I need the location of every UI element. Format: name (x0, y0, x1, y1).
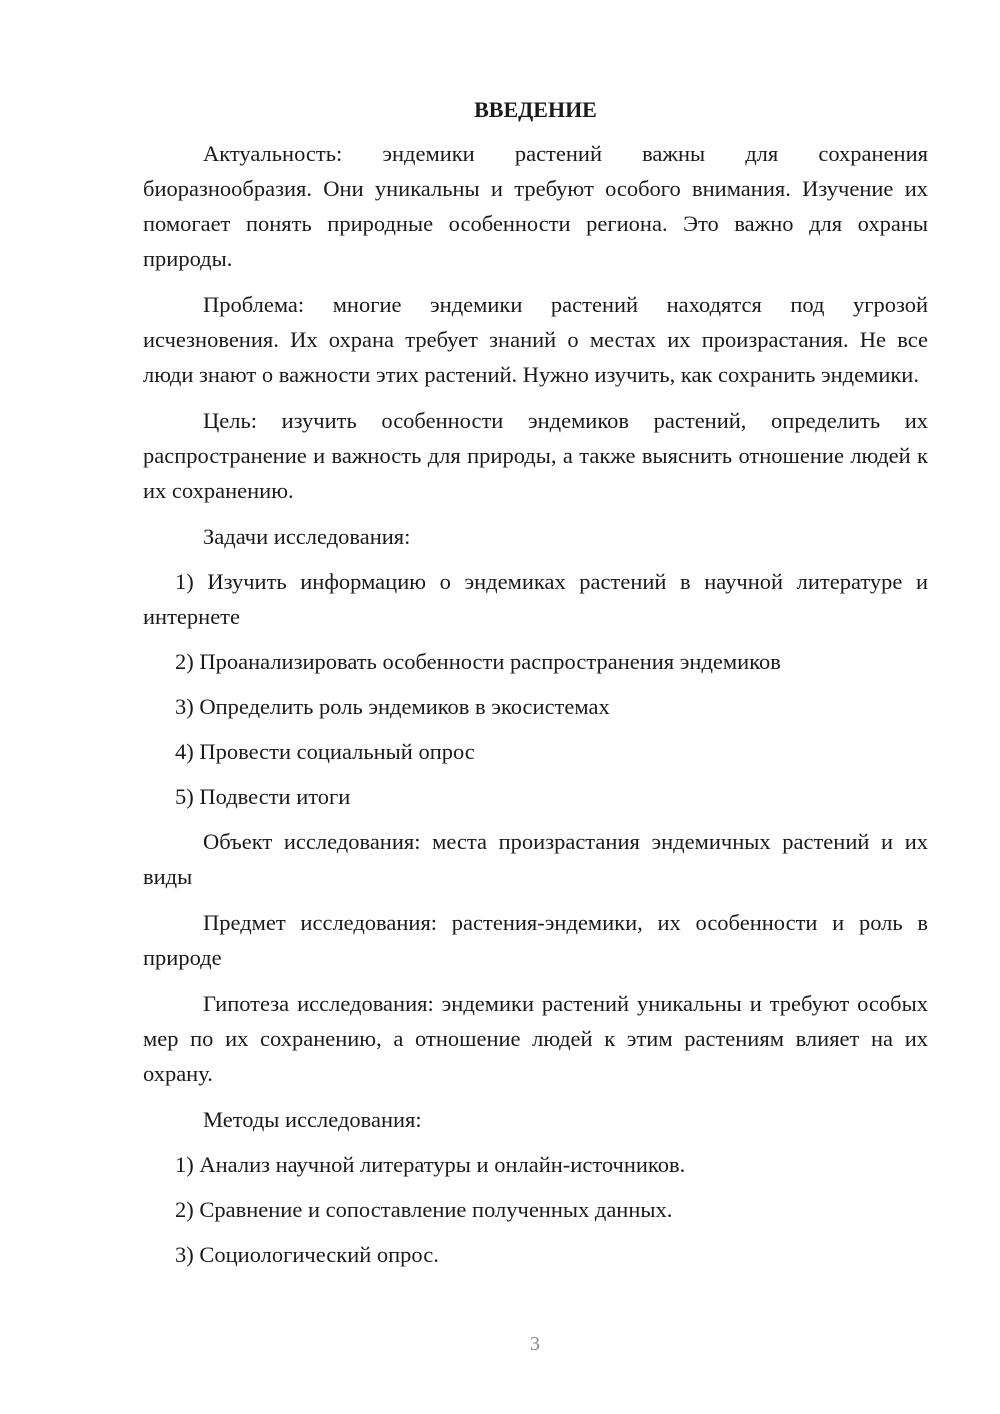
task-item: 3) Определить роль эндемиков в экосистемах (175, 694, 610, 719)
task-item: 4) Провести социальный опрос (175, 739, 475, 764)
method-item: 1) Анализ научной литературы и онлайн-источников. (175, 1152, 686, 1177)
task-item: 5) Подвести итоги (175, 784, 351, 809)
task-item: 2) Проанализировать особенности распространения эндемиков (175, 649, 781, 674)
methods-title: Методы исследования: (203, 1107, 422, 1132)
tasks-title: Задачи исследования: (203, 524, 411, 549)
method-item: 2) Сравнение и сопоставление полученных данных. (175, 1197, 673, 1222)
goal-paragraph: Цель: изучить особенности эндемиков растений, определить их распространение и важность для природы, а также выяснить отношение людей к их сохранению. (143, 408, 928, 503)
page-number: 3 (530, 1333, 540, 1355)
page-content (143, 92, 928, 1282)
object-paragraph: Объект исследования: места произрастания эндемичных растений и их виды (143, 829, 928, 889)
section-heading: ВВЕДЕНИЕ (474, 97, 597, 122)
problem-paragraph: Проблема: многие эндемики растений находятся под угрозой исчезновения. Их охрана требует знаний о местах их произрастания. Не все люди знают о важности этих растений. Нужно изучить, как сохранить эндемики. (143, 292, 928, 387)
relevance-paragraph: Актуальность: эндемики растений важны для сохранения биоразнообразия. Они уникальны и требуют особого внимания. Изучение их помогает понять природные особенности региона. Это важно для охраны природы. (143, 141, 928, 271)
method-item: 3) Социологический опрос. (175, 1242, 439, 1267)
subject-paragraph: Предмет исследования: растения-эндемики, их особенности и роль в природе (143, 910, 928, 970)
task-item: 1) Изучить информацию о эндемиках растений в научной литературе и интернете (143, 569, 928, 629)
hypothesis-paragraph: Гипотеза исследования: эндемики растений уникальны и требуют особых мер по их сохранению, а отношение людей к этим растениям влияет на их охрану. (143, 991, 928, 1086)
